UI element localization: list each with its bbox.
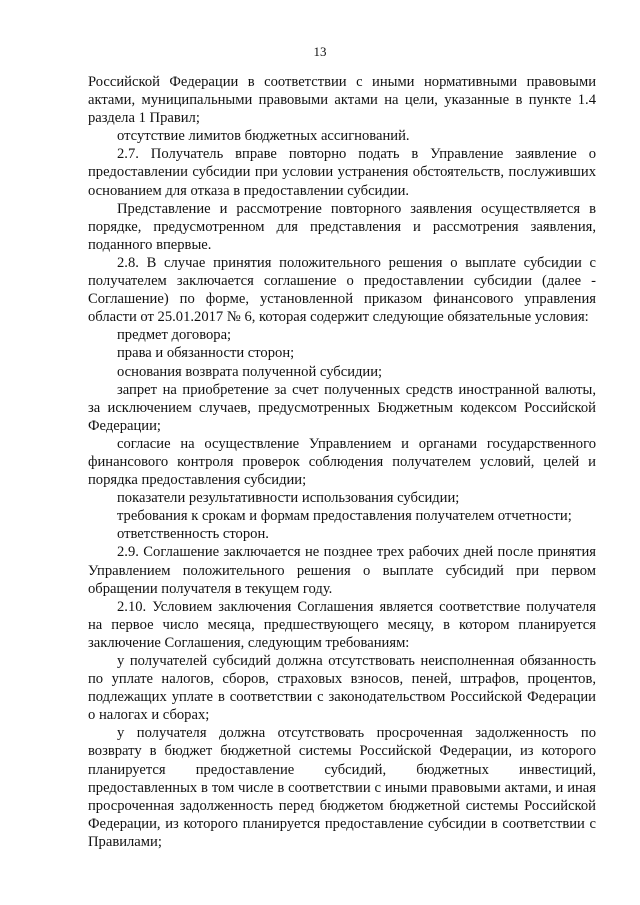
paragraph: показатели результативности использования субсидии; — [117, 490, 460, 507]
paragraph: 2.8. В случае принятия положительного решения о выплате субсидии с получателем заключается соглашение о предоставлении субсидии (далее - Соглашение) по форме, установленной приказом финансового управления области от 25.01.2017 № 6, которая содержит следующие обязательные условия: — [88, 254, 596, 326]
paragraph: отсутствие лимитов бюджетных ассигнований. — [117, 128, 410, 145]
page-number: 13 — [313, 44, 327, 59]
paragraph: Представление и рассмотрение повторного заявления осуществляется в порядке, предусмотренном для представления и рассмотрения заявления, поданного впервые. — [88, 200, 596, 253]
paragraph: права и обязанности сторон; — [117, 345, 295, 362]
paragraph: Российской Федерации в соответствии с иными нормативными правовыми актами, муниципальными правовыми актами на цели, указанные в пункте 1.4 раздела 1 Правил; — [88, 74, 596, 127]
paragraph: согласие на осуществление Управлением и органами государственного финансового контроля проверок соблюдения получателем условий, целей и порядка предоставления субсидии; — [88, 435, 596, 489]
paragraph: основания возврата полученной субсидии; — [117, 363, 383, 380]
document-body — [88, 73, 596, 851]
paragraph: ответственность сторон. — [117, 526, 269, 543]
paragraph: требования к срокам и формам предоставления получателем отчетности; — [117, 508, 572, 525]
paragraph: запрет на приобретение за счет полученных средств иностранной валюты, за исключением случаев, предусмотренных Бюджетным кодексом Российской Федерации; — [88, 381, 596, 434]
paragraph: у получателя должна отсутствовать просроченная задолженность по возврату в бюджет бюджетной системы Российской Федерации, из которого планируется предоставление субсидий, бюджетных инвестиций, предоставленных в том числе в соответствии с иными правовыми актами, и иная просроченная задолженность перед бюджетом бюджетной системы Российской Федерации, из которого планируется предоставление субсидии в соответствии с Правилами; — [88, 725, 596, 850]
paragraph: 2.10. Условием заключения Соглашения является соответствие получателя на первое число месяца, предшествующего месяцу, в котором планируется заключение Соглашения, следующим требованиям: — [88, 598, 596, 651]
paragraph: у получателей субсидий должна отсутствовать неисполненная обязанность по уплате налогов, сборов, страховых взносов, пеней, штрафов, процентов, подлежащих уплате в соответствии с законодательством Российской Федерации о налогах и сборах; — [88, 653, 596, 724]
paragraph: 2.7. Получатель вправе повторно подать в Управление заявление о предоставлении субсидии при условии устранения обстоятельств, послуживших основанием для отказа в предоставлении субсидии. — [88, 146, 596, 199]
paragraph: 2.9. Соглашение заключается не позднее трех рабочих дней после принятия Управлением положительного решения о выплате субсидий при первом обращении получателя в текущем году. — [88, 544, 596, 597]
paragraph: предмет договора; — [117, 327, 232, 344]
